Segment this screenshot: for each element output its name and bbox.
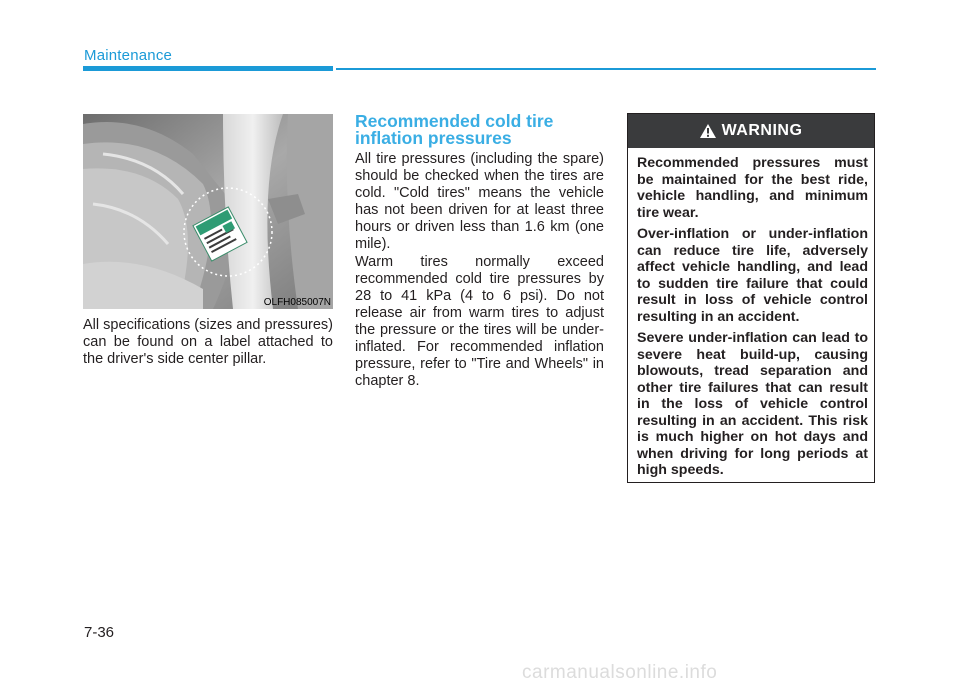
warning-paragraph: Recommended pressures must be maintained for the best ride, vehicle handling, and minimum tire wear. (637, 155, 868, 221)
warning-text (637, 155, 868, 484)
page-number: 7-36 (84, 624, 115, 641)
watermark: carmanualsonline.info (522, 662, 718, 683)
warning-header (628, 114, 874, 148)
warm-tire-paragraph: Warm tires normally exceed recommended cold tire pressures by 28 to 41 kPa (4 to 6 psi). Do not release air from warm tires to adjust the pressure or the tires will be under-inflated. For recommended inflation pressure, refer to "Tire and Wheels" in chapter 8. (355, 254, 604, 389)
pillar-label-text: All specifications (sizes and pressures) can be found on a label attached to the driver's side center pillar. (83, 317, 333, 367)
tire-pressure-heading: Recommended cold tire inflation pressures (355, 111, 554, 148)
warning-triangle-icon (700, 124, 716, 138)
warning-box (627, 113, 875, 483)
header-rule-thick (83, 66, 333, 71)
warning-paragraph: Severe under-inflation can lead to severe heat build-up, causing blowouts, tread separation and other tire failures that can result in the loss of vehicle control resulting in an accident. This risk is much higher on hot days and when driving for long periods at high speeds. (637, 330, 868, 478)
pillar-label-photo (83, 114, 333, 309)
cold-tire-paragraph: All tire pressures (including the spare) should be checked when the tires are cold. "Cold tires" means the vehicle has not been driven for at least three hours or driven less than 1.6 km (one mile). (355, 151, 604, 252)
header-rule-thin (336, 68, 876, 70)
warning-paragraph: Over-inflation or under-inflation can reduce tire life, adversely affect vehicle handling, and lead to sudden tire failure that could result in loss of vehicle control resulting in an accident. (637, 226, 868, 325)
section-title: Maintenance (84, 47, 173, 64)
center-pillar-illustration (83, 114, 333, 309)
warning-title: WARNING (721, 122, 803, 139)
figure-code: OLFH085007N (263, 297, 331, 308)
